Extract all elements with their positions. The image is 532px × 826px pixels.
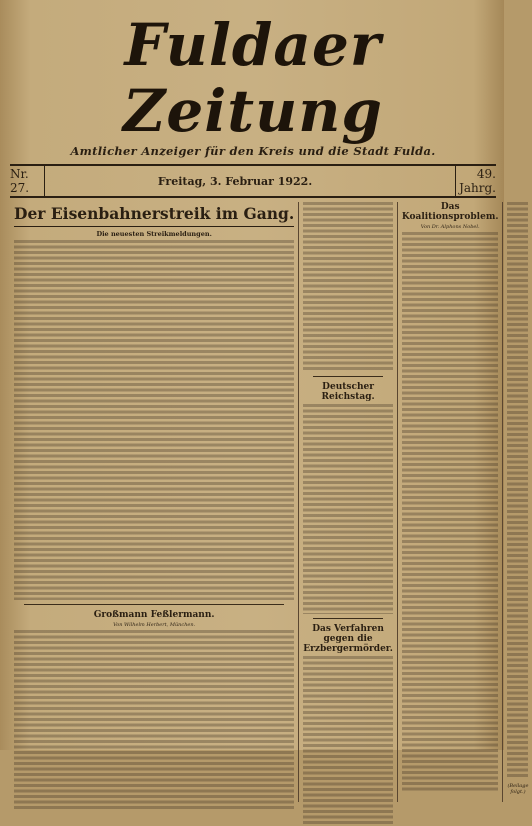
feuilleton-body <box>14 630 294 810</box>
reichstag-body <box>303 404 393 614</box>
divider <box>313 376 383 377</box>
reichstag-headline: Deutscher Reichstag. <box>321 382 375 402</box>
volume-year: 49. Jahrg. <box>455 166 496 196</box>
issue-info-bar <box>10 164 496 198</box>
continued-article-body <box>507 202 528 777</box>
erzberger-body <box>303 656 393 826</box>
newspaper-subtitle: Amtlicher Anzeiger für den Kreis und die Stadt Fulda. <box>70 144 436 158</box>
newspaper-title: Fuldaer Zeitung <box>123 11 383 145</box>
lead-headline: Der Eisenbahnerstreik im Gang. <box>14 204 294 227</box>
article-columns <box>10 202 529 802</box>
koalition-headline: Das Koalitionsproblem. <box>401 202 499 222</box>
koalition-body <box>402 232 499 792</box>
column-left <box>10 202 298 802</box>
middle-article-body-top <box>303 202 393 372</box>
koalition-byline: Von Dr. Alphons Nobel. <box>420 224 480 230</box>
advertising-prices <box>327 168 455 194</box>
issue-number: Nr. 27. <box>10 166 45 196</box>
divider <box>24 604 284 605</box>
erzberger-headline: Das Verfahren gegen die Erzbergermörder. <box>303 624 393 654</box>
column-right <box>397 202 503 802</box>
feuilleton-byline: Von Wilhelm Herbert, München. <box>113 622 196 628</box>
divider <box>313 618 383 619</box>
lead-subheadline: Die neuesten Streikmeldungen. <box>96 230 212 238</box>
feuilleton-headline: Großmann Feßlermann. <box>93 610 215 620</box>
column-far-right <box>502 202 532 802</box>
continuation-note: (Beilage folgt.) <box>507 783 529 795</box>
issue-date: Freitag, 3. Februar 1922. <box>157 174 313 188</box>
masthead <box>10 12 496 158</box>
subscription-note <box>45 168 143 194</box>
column-middle <box>298 202 397 802</box>
lead-article-body <box>14 240 294 600</box>
